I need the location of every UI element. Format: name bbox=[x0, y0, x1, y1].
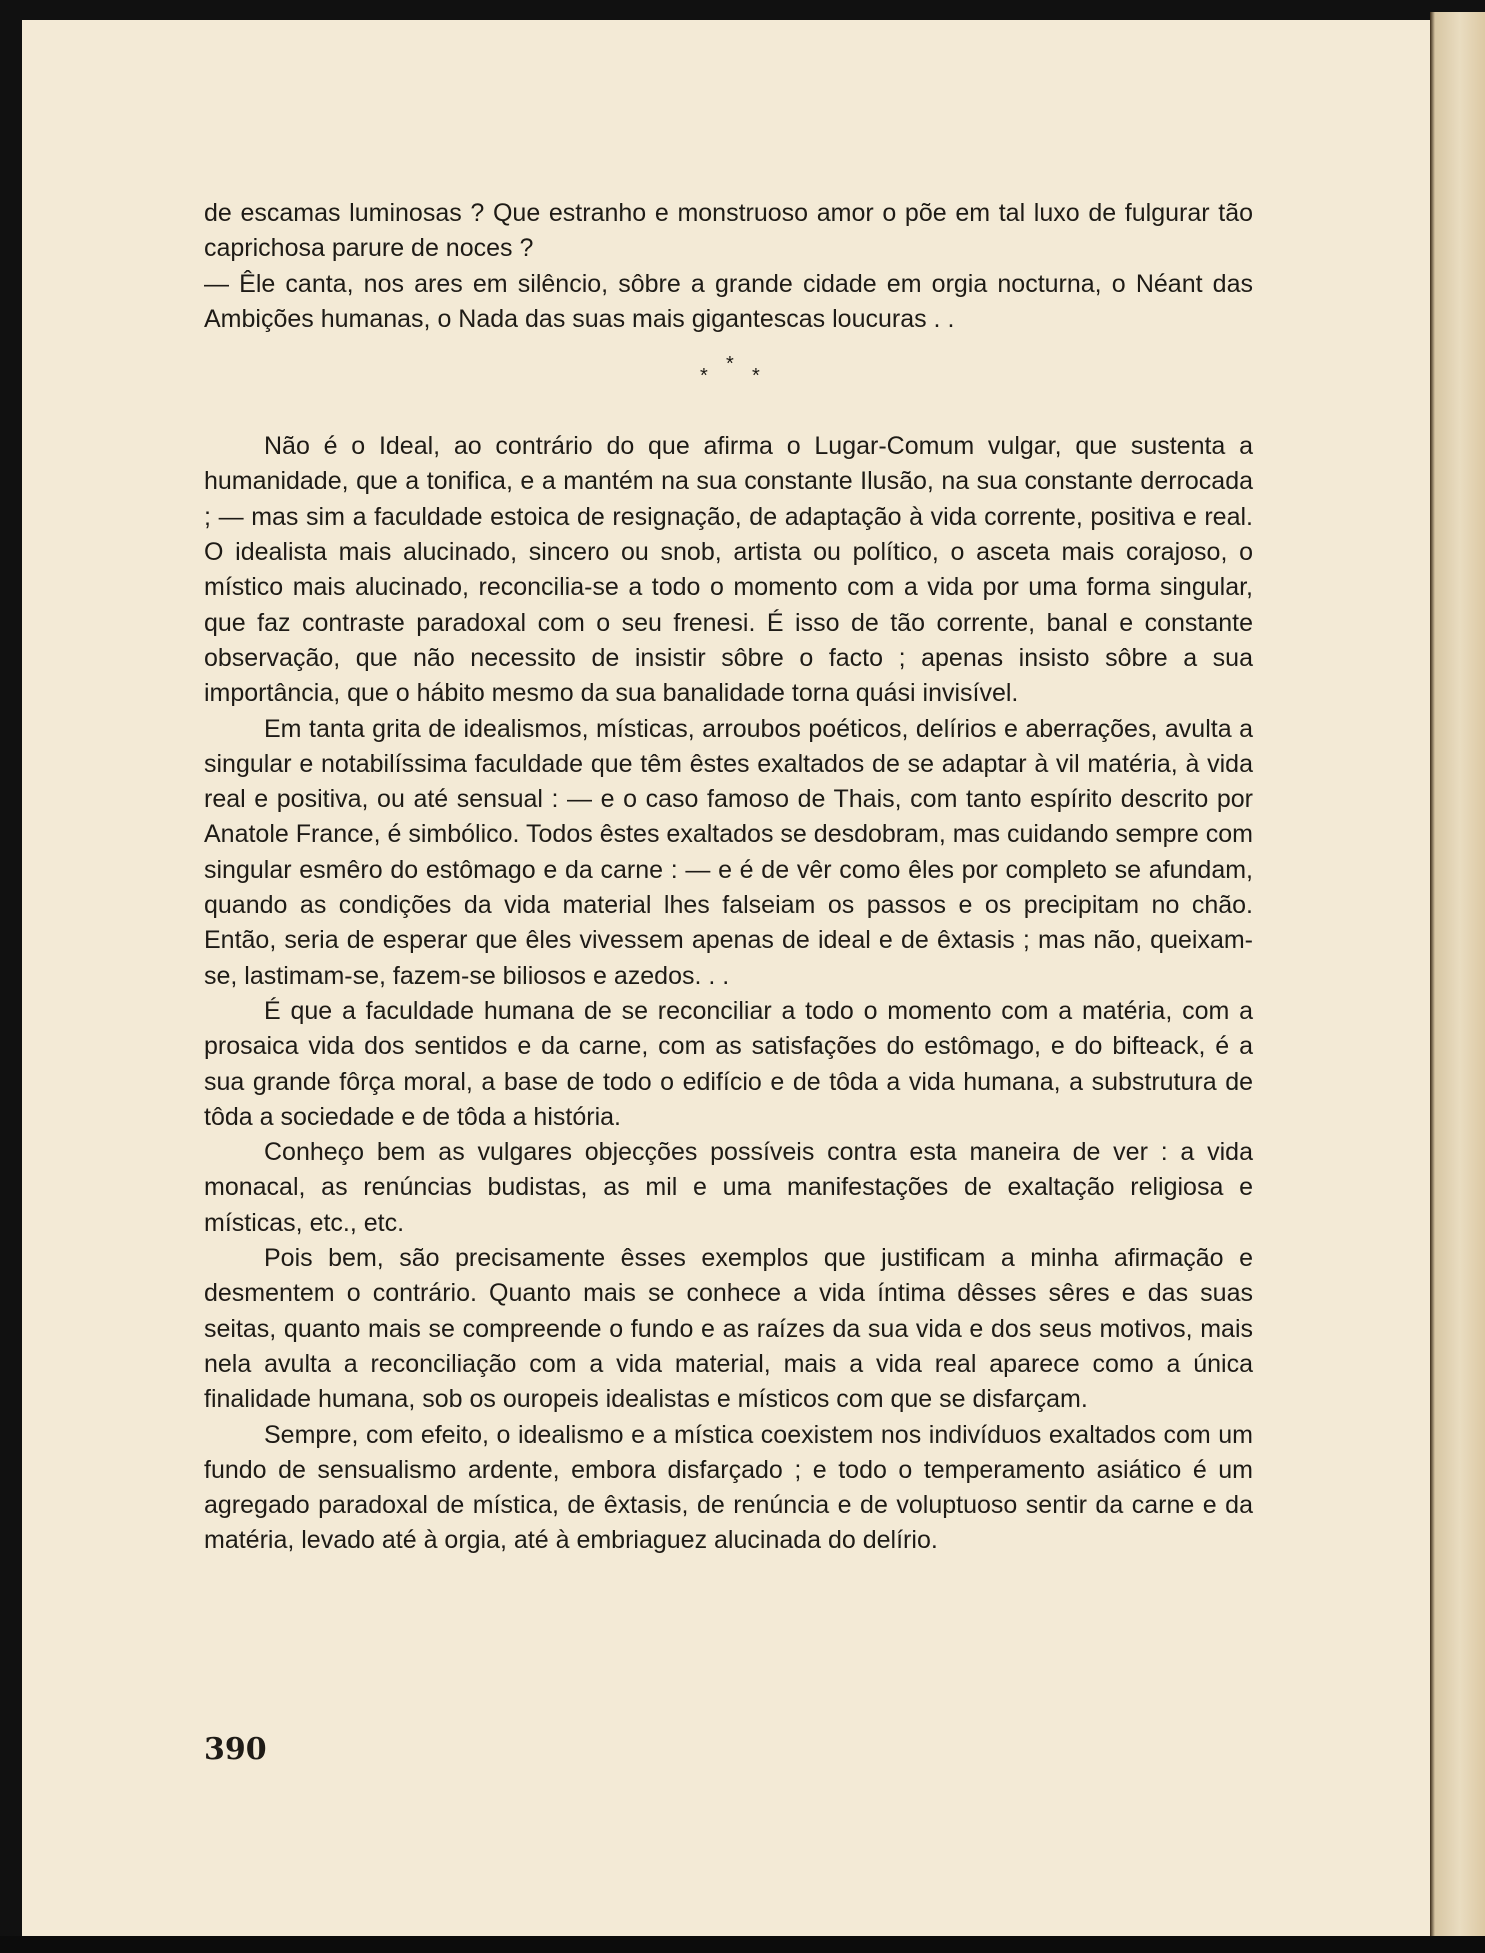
asterisk: * bbox=[700, 365, 708, 388]
paragraph: Não é o Ideal, ao contrário do que afirma o Lugar-Comum vulgar, que sustenta a humanidade, que a tonifica, e a mantém na sua constante Ilusão, na sua constante derrocada ; — mas sim a faculdade estoica de resignação, de adaptação à vida corrente, positiva e real. O idealista mais alucinado, sincero ou snob, artista ou político, o asceta mais corajoso, o místico mais alucinado, reconcilia-se a todo o momento com a vida por uma forma singular, que faz contraste paradoxal com o seu frenesi. É isso de tão corrente, banal e constante observação, que não necessito de insistir sôbre o facto ; apenas insisto sôbre a sua importância, que o hábito mesmo da sua banalidade torna quási invisível. bbox=[204, 432, 1253, 708]
page-number: 390 bbox=[204, 1732, 267, 1767]
body-text bbox=[204, 196, 1253, 1559]
paragraph: É que a faculdade humana de se reconciliar a todo o momento com a matéria, com a prosaica vida dos sentidos e da carne, com as satisfações do estômago, e do bifteack, é a sua grande fôrça moral, a base de todo o edifício e de tôda a vida humana, a substrutura de tôda a sociedade e de tôda a história. bbox=[204, 996, 1253, 1131]
paragraph: Pois bem, são precisamente êsses exemplos que justificam a minha afirmação e desmentem o contrário. Quanto mais se conhece a vida íntima dêsses sêres e das suas seitas, quanto mais se compreende o fundo e as raízes da sua vida e dos seus motivos, mais nela avulta a reconciliação com a vida material, mais a vida real aparece como a única finalidade humana, sob os ouropeis idealistas e místicos com que se disfarçam. bbox=[204, 1244, 1253, 1414]
section-separator bbox=[204, 337, 1253, 429]
paragraph: Sempre, com efeito, o idealismo e a mística coexistem nos indivíduos exaltados com um fundo de sensualismo ardente, embora disfarçado ; e todo o temperamento asiático é um agregado paradoxal de mística, de êxtasis, de renúncia e de voluptuoso sentir da carne e da matéria, levado até à orgia, até à embriaguez alucinada do delírio. bbox=[204, 1420, 1253, 1555]
paragraph: Conheço bem as vulgares objecções possíveis contra esta maneira de ver : a vida monacal, as renúncias budistas, as mil e uma manifestações de exaltação religiosa e místicas, etc., etc. bbox=[204, 1138, 1253, 1237]
paragraph-dialogue: — Êle canta, nos ares em silêncio, sôbre a grande cidade em orgia nocturna, o Néant das Ambições humanas, o Nada das suas mais gigantescas loucuras . . bbox=[204, 269, 1253, 333]
paragraph-continued: de escamas luminosas ? Que estranho e monstruoso amor o põe em tal luxo de fulgurar tão caprichosa parure de noces ? bbox=[204, 199, 1253, 263]
asterisk: * bbox=[752, 365, 760, 388]
scan-border bbox=[0, 1936, 1485, 1953]
paragraph: Em tanta grita de idealismos, místicas, arroubos poéticos, delírios e aberrações, avulta a singular e notabilíssima faculdade que têm êstes exaltados de se adaptar à vil matéria, à vida real e positiva, ou até sensual : — e o caso famoso de Thais, com tanto espírito descrito por Anatole France, é simbólico. Todos êstes exaltados se desdobram, mas cuidando sempre com singular esmêro do estômago e da carne : — e é de vêr como êles por completo se afundam, quando as condições da vida material lhes falseiam os passos e os precipitam no chão. Então, seria de esperar que êles vivessem apenas de ideal e de êxtasis ; mas não, queixam-se, lastimam-se, fazem-se biliosos e azedos. . . bbox=[204, 714, 1253, 990]
asterisk: * bbox=[726, 353, 734, 376]
page-edge bbox=[1430, 12, 1485, 1942]
